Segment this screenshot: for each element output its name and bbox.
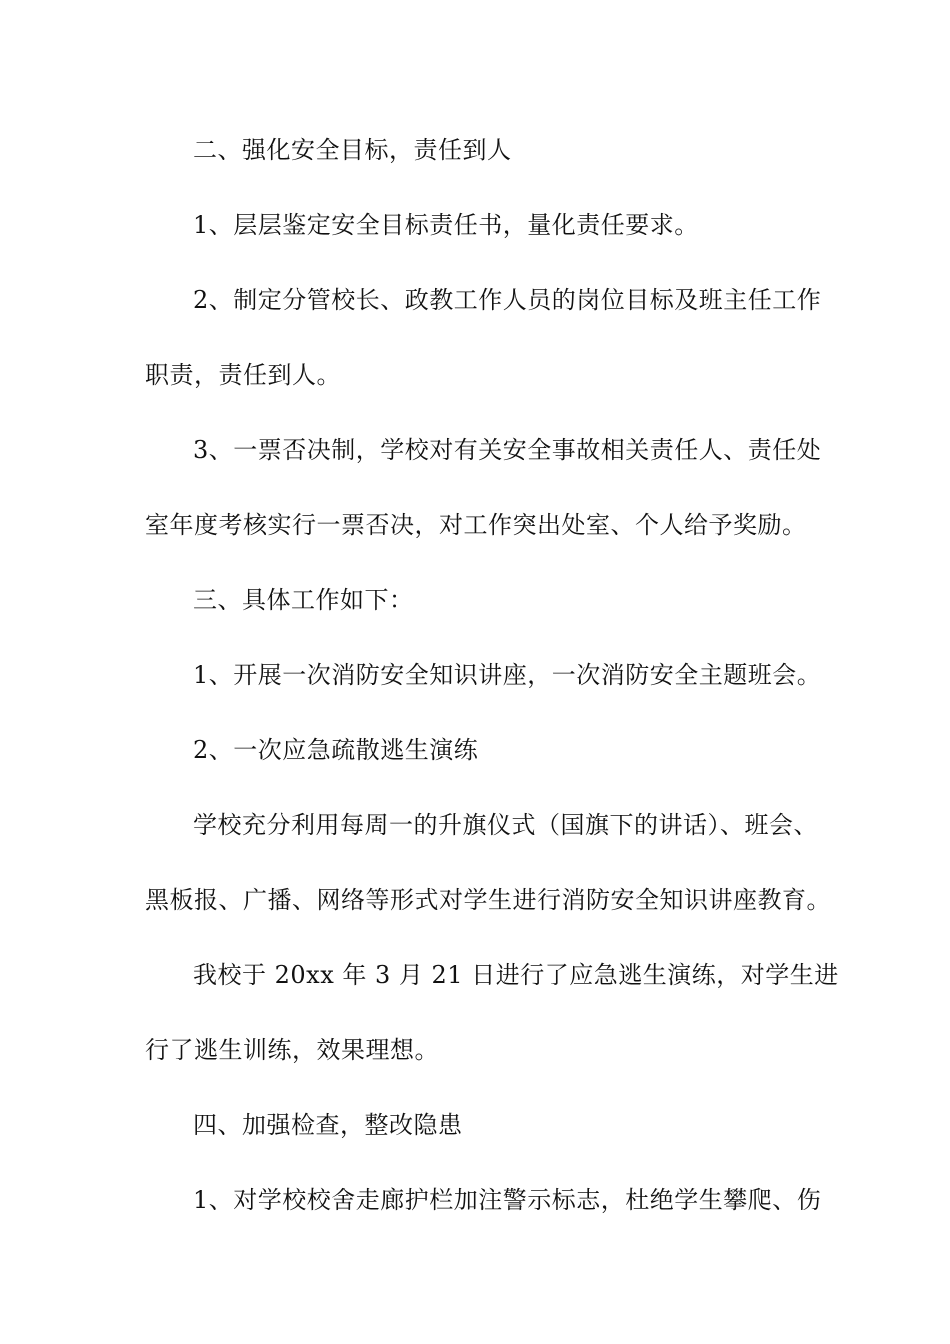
paragraph-line: 我校于 20xx 年 3 月 21 日进行了应急逃生演练，对学生进 bbox=[193, 961, 839, 989]
paragraph-line: 行了逃生训练，效果理想。 bbox=[145, 1036, 439, 1064]
paragraph-line: 1、对学校校舍走廊护栏加注警示标志，杜绝学生攀爬、伤 bbox=[193, 1186, 822, 1214]
paragraph-line: 1、层层鉴定安全目标责任书，量化责任要求。 bbox=[193, 211, 699, 239]
paragraph-line: 学校充分利用每周一的升旗仪式（国旗下的讲话）、班会、 bbox=[193, 811, 818, 839]
paragraph-line: 3、一票否决制，学校对有关安全事故相关责任人、责任处 bbox=[193, 436, 822, 464]
paragraph-line: 黑板报、广播、网络等形式对学生进行消防安全知识讲座教育。 bbox=[145, 886, 831, 914]
paragraph-line: 1、开展一次消防安全知识讲座，一次消防安全主题班会。 bbox=[193, 661, 822, 689]
section-heading-2: 二、强化安全目标，责任到人 bbox=[193, 136, 512, 164]
paragraph-line: 2、一次应急疏散逃生演练 bbox=[193, 736, 479, 764]
paragraph-line: 室年度考核实行一票否决，对工作突出处室、个人给予奖励。 bbox=[145, 511, 807, 539]
paragraph-line: 2、制定分管校长、政教工作人员的岗位目标及班主任工作 bbox=[193, 286, 822, 314]
section-heading-4: 四、加强检查，整改隐患 bbox=[193, 1111, 463, 1139]
section-heading-3: 三、具体工作如下： bbox=[193, 586, 414, 614]
paragraph-line: 职责，责任到人。 bbox=[145, 361, 341, 389]
